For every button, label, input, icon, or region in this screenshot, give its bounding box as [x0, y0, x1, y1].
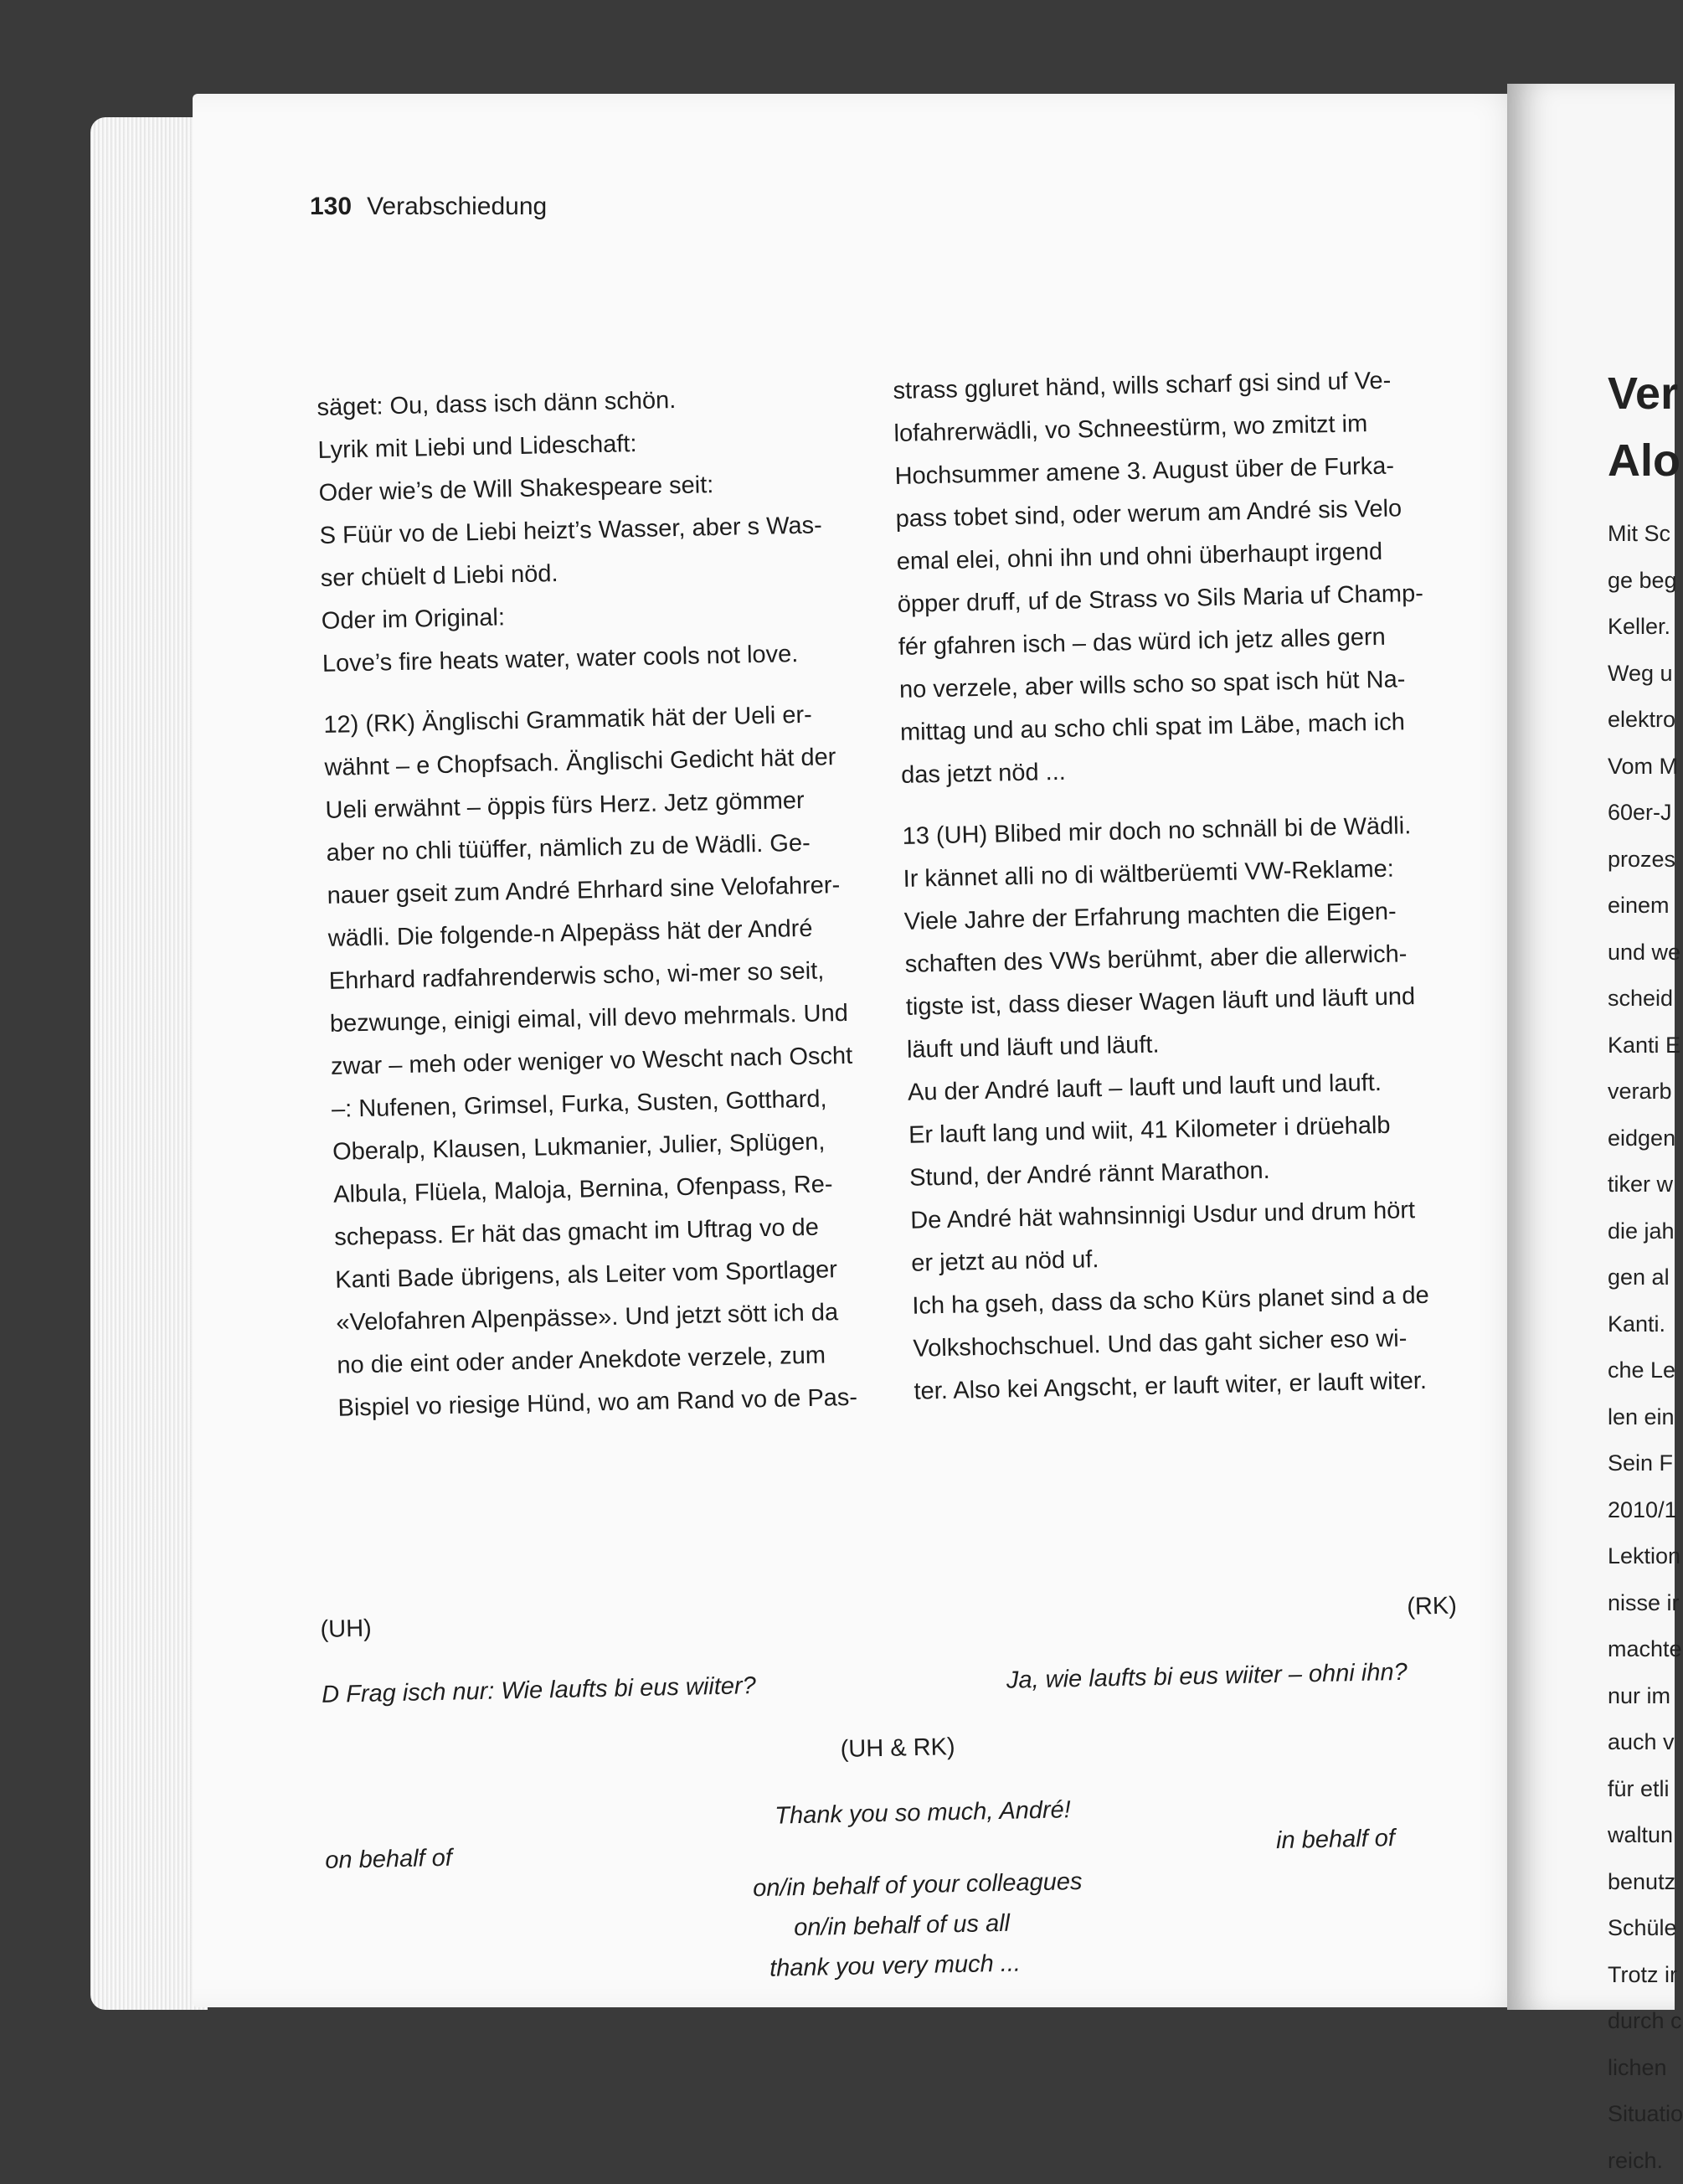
right-page-line: und we — [1608, 930, 1683, 976]
on-behalf-line: on behalf of — [325, 1845, 452, 1875]
right-page-title-line: Alo — [1608, 427, 1680, 494]
text-line: er jetzt au nöd uf. — [911, 1230, 1490, 1285]
text-line: Ir kännet alli no di wältberüemti VW-Reklame: — [903, 846, 1481, 900]
right-page-line: Schüle — [1608, 1905, 1683, 1952]
page-edges — [90, 117, 208, 2010]
text-line: schepass. Er hät das gmacht im Uftrag vo de — [334, 1204, 913, 1259]
right-page-line: Situatio — [1608, 2091, 1683, 2138]
right-page — [1507, 84, 1675, 2010]
right-page-line: Vom M — [1608, 744, 1683, 791]
chapter-title: Verabschiedung — [367, 193, 547, 220]
text-line: wädli. Die folgende-n Alpepäss hät der André — [327, 905, 906, 960]
text-line: schaften des VWs berühmt, aber die allerwich- — [904, 931, 1483, 986]
text-line: wähnt – e Chopfsach. Änglischi Gedicht hät der — [324, 734, 903, 789]
right-page-line: Lektion — [1608, 1533, 1683, 1580]
text-line: –: Nufenen, Grimsel, Furka, Susten, Gotthard, — [332, 1076, 910, 1131]
right-page-line: einem — [1608, 883, 1683, 930]
right-page-line: elektro — [1608, 697, 1683, 744]
right-page-line: verarb — [1608, 1069, 1683, 1115]
text-line: pass tobet sind, oder werum am André sis Velo — [895, 487, 1474, 541]
right-page-line: durch c — [1608, 1998, 1683, 2045]
text-line: Viele Jahre der Erfahrung machten die Eigen- — [903, 889, 1482, 943]
right-page-line: Mit Sc — [1608, 511, 1683, 558]
thank-you-line: Thank you so much, André! — [775, 1796, 1071, 1830]
colleagues-line: on/in behalf of your colleagues — [753, 1868, 1083, 1903]
right-page-line: Kanti E — [1608, 1022, 1683, 1069]
right-page-line: len ein — [1608, 1394, 1683, 1441]
text-line: Albula, Flüela, Maloja, Bernina, Ofenpass, Re- — [333, 1162, 912, 1216]
text-line: öpper druff, uf de Strass vo Sils Maria uf Champ- — [897, 571, 1475, 626]
right-page-line: Sein F — [1608, 1440, 1683, 1487]
text-line: nauer gseit zum André Ehrhard sine Velofahrer- — [327, 863, 905, 917]
right-page-line: tiker w — [1608, 1162, 1683, 1208]
text-line: Stund, der André rännt Marathon. — [909, 1145, 1488, 1199]
text-line: strass ggluret händ, wills scharf gsi sind uf Ve- — [893, 358, 1471, 413]
closing-section — [318, 1584, 1472, 1960]
text-line: aber no chli tüüffer, nämlich zu de Wädli. Ge- — [326, 820, 904, 874]
text-line: das jetzt nöd ... — [901, 742, 1480, 796]
right-page-line: waltun — [1608, 1812, 1683, 1859]
right-page-line: prozes — [1608, 837, 1683, 883]
text-line: Love’s fire heats water, water cools not love. — [322, 631, 900, 685]
right-page-line: die jah — [1608, 1208, 1683, 1255]
text-line: säget: Ou, dass isch dänn schön. — [317, 375, 895, 430]
right-page-line: nisse ir — [1608, 1580, 1683, 1627]
right-page-line: lichen — [1608, 2045, 1683, 2092]
right-page-line: machte — [1608, 1626, 1683, 1673]
thank-very-much-line: thank you very much ... — [769, 1950, 1021, 1983]
text-line: bezwunge, einigi eimal, vill devo mehrmals. Und — [329, 991, 908, 1045]
question-right: Ja, wie laufts bi eus wiiter – ohni ihn? — [1006, 1659, 1408, 1695]
right-page-line: auch v — [1608, 1719, 1683, 1766]
text-line: emal elei, ohni ihn und ohni überhaupt irgend — [896, 529, 1475, 584]
text-line: tigste ist, dass dieser Wagen läuft und läuft und — [905, 974, 1484, 1028]
text-line: Volkshochschuel. Und das gaht sicher eso wi- — [913, 1316, 1491, 1370]
us-all-line: on/in behalf of us all — [794, 1910, 1011, 1942]
text-line: läuft und läuft und läuft. — [906, 1017, 1485, 1071]
right-page-line: Kanti. — [1608, 1301, 1683, 1348]
text-line: 12) (RK) Änglischi Grammatik hät der Ueli er- — [323, 692, 902, 746]
right-page-line: scheid — [1608, 976, 1683, 1022]
text-line: fér gfahren isch – das würd ich jetz alles gern — [898, 614, 1476, 668]
page-number: 130 — [310, 193, 352, 220]
text-line: Au der André lauft – lauft und lauft und lauft. — [908, 1059, 1486, 1114]
text-line: Bispiel vo riesige Hünd, wo am Rand vo de Pas- — [337, 1375, 916, 1429]
right-page-line: che Le — [1608, 1347, 1683, 1394]
speaker-rk: (RK) — [1407, 1593, 1457, 1621]
text-line: Ueli erwähnt – öppis fürs Herz. Jetz gömmer — [325, 777, 903, 832]
right-page-text — [1608, 511, 1683, 2184]
text-line: zwar – meh oder weniger vo Wescht nach Oscht — [330, 1033, 908, 1088]
text-line: Er lauft lang und wiit, 41 Kilometer i drüehalb — [908, 1102, 1487, 1156]
text-line: no die eint oder ander Anekdote verzele, zum — [337, 1332, 915, 1387]
speaker-uh: (UH) — [320, 1615, 372, 1644]
right-page-line: reich. — [1608, 2138, 1683, 2184]
text-line: «Velofahren Alpenpässe». Und jetzt sött ich da — [336, 1290, 914, 1344]
page-header — [310, 193, 547, 221]
text-line: ter. Also kei Angscht, er lauft witer, er lauft witer. — [914, 1358, 1492, 1413]
speaker-uh-rk: (UH & RK) — [840, 1733, 955, 1764]
right-page-line: benutz — [1608, 1859, 1683, 1906]
right-page-line: nur im — [1608, 1673, 1683, 1720]
text-line: Kanti Bade übrigens, als Leiter vom Sportlager — [335, 1247, 914, 1301]
text-line: Oder im Original: — [321, 588, 899, 642]
right-page-line: eidgen — [1608, 1115, 1683, 1162]
text-line: S Füür vo de Liebi heizt’s Wasser, aber s Was- — [319, 503, 898, 558]
text-line: Ich ha gseh, dass da scho Kürs planet sind a de — [912, 1273, 1490, 1327]
right-page-title-line: Ver — [1608, 360, 1680, 427]
in-behalf-line: in behalf of — [1276, 1825, 1396, 1855]
right-page-line: gen al — [1608, 1254, 1683, 1301]
text-line: lofahrerwädli, vo Schneestürm, wo zmitzt im — [893, 401, 1472, 456]
text-line: Hochsummer amene 3. August über de Furka- — [894, 444, 1473, 498]
right-column — [893, 358, 1492, 1414]
right-page-line: 2010/1 — [1608, 1487, 1683, 1534]
text-line: no verzele, aber wills scho so spat isch hüt Na- — [898, 657, 1477, 711]
text-line: Ehrhard radfahrenderwis scho, wi-mer so seit, — [328, 948, 907, 1002]
right-page-title — [1608, 360, 1680, 494]
left-column — [317, 375, 916, 1430]
right-page-line: Weg u — [1608, 651, 1683, 698]
text-line: Lyrik mit Liebi und Lideschaft: — [317, 418, 896, 472]
right-page-line: Trotz ir — [1608, 1952, 1683, 1999]
text-line: Oder wie’s de Will Shakespeare seit: — [318, 461, 897, 515]
right-page-line: für etli — [1608, 1766, 1683, 1813]
text-line: 13 (UH) Blibed mir doch no schnäll bi de Wädli. — [902, 803, 1480, 858]
text-line: mittag und au scho chli spat im Läbe, mach ich — [900, 699, 1479, 754]
right-page-line: Keller. — [1608, 604, 1683, 651]
text-line: De André hät wahnsinnigi Usdur und drum hört — [910, 1187, 1489, 1242]
question-left: D Frag isch nur: Wie laufts bi eus wiiter? — [322, 1672, 756, 1709]
right-page-line: ge beg — [1608, 558, 1683, 605]
text-line: ser chüelt d Liebi nöd. — [320, 546, 898, 600]
right-page-line: 60er-J — [1608, 790, 1683, 837]
text-line: Oberalp, Klausen, Lukmanier, Julier, Splügen, — [332, 1119, 911, 1173]
